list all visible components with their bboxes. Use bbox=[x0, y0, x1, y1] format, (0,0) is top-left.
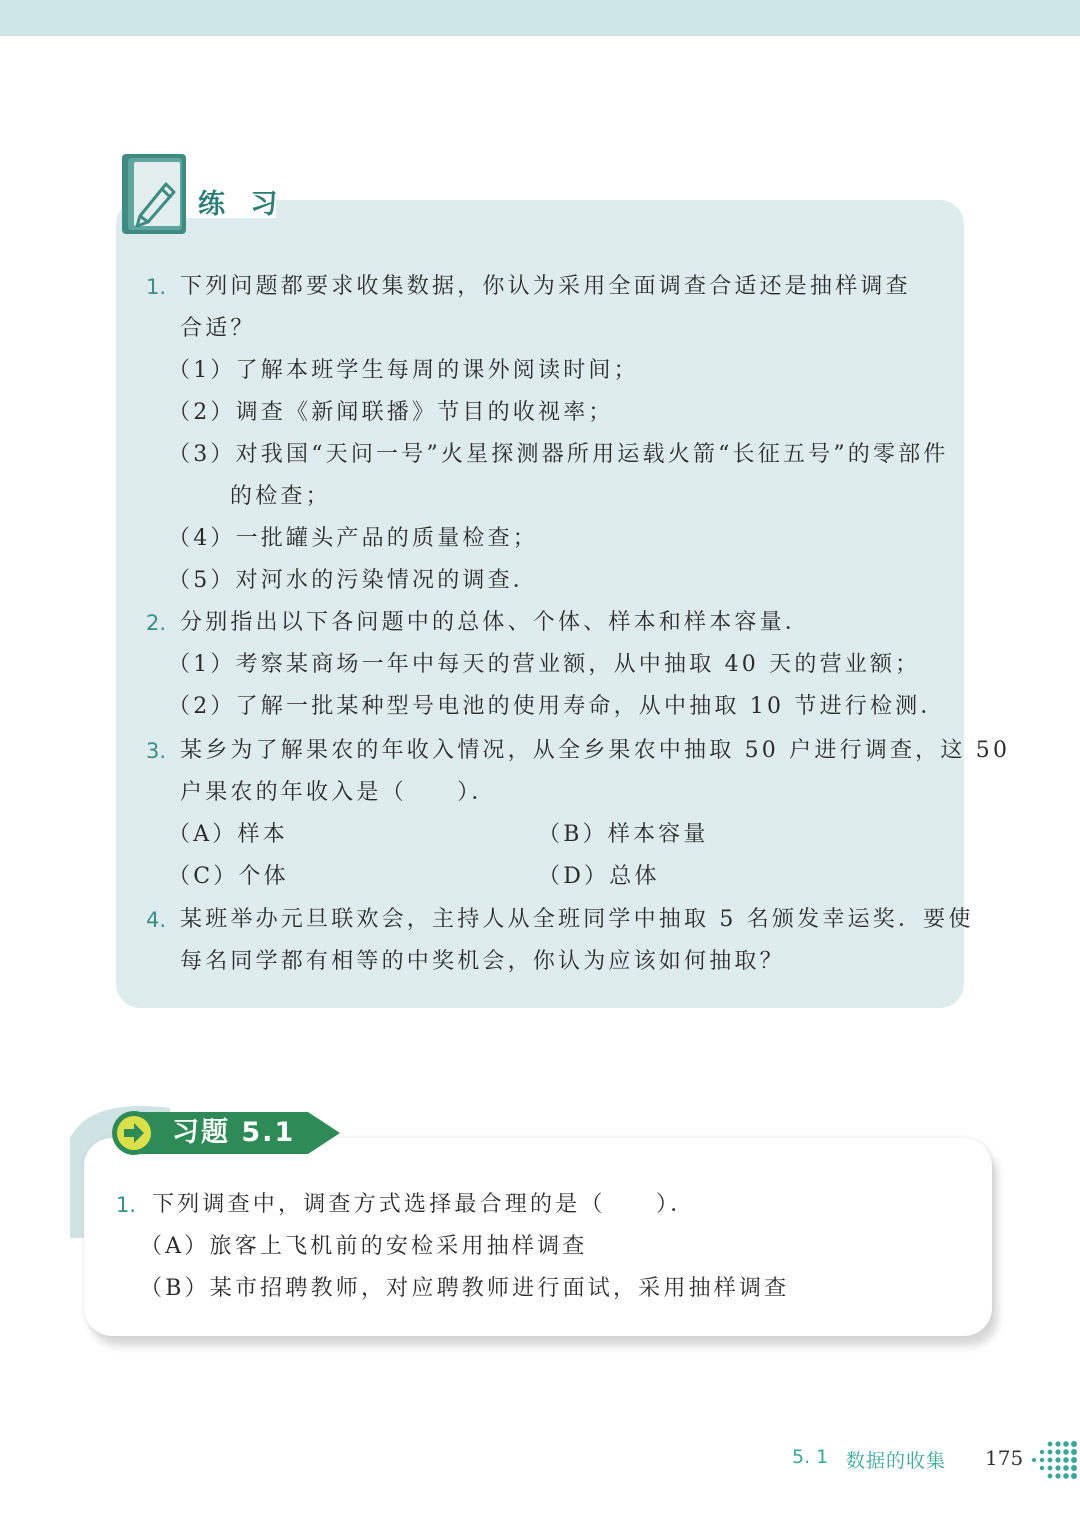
exercise-title: 习题 5.1 bbox=[172, 1117, 296, 1148]
choice-option: （A）样本 bbox=[168, 822, 288, 847]
question-item: （2）调查《新闻联播》节目的收视率； bbox=[168, 400, 614, 425]
practice-title: 练 习 bbox=[198, 189, 286, 220]
question-text: 每名同学都有相等的中奖机会，你认为应该如何抽取？ bbox=[180, 949, 785, 974]
question-text: 某乡为了解果农的年收入情况，从全乡果农中抽取 50 户进行调查，这 50 bbox=[180, 738, 1011, 763]
page-number: 175 bbox=[985, 1446, 1024, 1470]
top-color-band bbox=[0, 0, 1080, 36]
footer-chapter-title: 数据的收集 bbox=[846, 1450, 947, 1472]
question-number: 1. bbox=[116, 1193, 137, 1217]
question-text: 下列问题都要求收集数据，你认为采用全面调查合适还是抽样调查 bbox=[180, 274, 911, 299]
question-item: （4）一批罐头产品的质量检查； bbox=[168, 526, 538, 551]
question-item: （5）对河水的污染情况的调查． bbox=[168, 568, 538, 593]
choice-option: （D）总体 bbox=[538, 864, 660, 889]
question-item: （1）考察某商场一年中每天的营业额，从中抽取 40 天的营业额； bbox=[168, 652, 921, 677]
footer-section-number: 5. 1 bbox=[792, 1446, 829, 1468]
question-text: 某班举办元旦联欢会，主持人从全班同学中抽取 5 名颁发幸运奖．要使 bbox=[180, 907, 974, 932]
choice-option: （B）某市招聘教师，对应聘教师进行面试，采用抽样调查 bbox=[140, 1276, 790, 1301]
question-text: 分别指出以下各问题中的总体、个体、样本和样本容量． bbox=[180, 610, 811, 635]
question-item: （2）了解一批某种型号电池的使用寿命，从中抽取 10 节进行检测． bbox=[168, 694, 946, 719]
question-item: 的检查； bbox=[230, 484, 331, 509]
question-text: 下列调查中，调查方式选择最合理的是（ ）． bbox=[152, 1192, 696, 1217]
question-number: 2. bbox=[146, 611, 167, 635]
question-number: 4. bbox=[146, 908, 167, 932]
dot-grid-decoration-icon bbox=[1030, 1440, 1078, 1480]
choice-option: （A）旅客上飞机前的安检采用抽样调查 bbox=[140, 1234, 588, 1259]
question-number: 3. bbox=[146, 739, 167, 763]
question-item: （3）对我国“天问一号”火星探测器所用运载火箭“长征五号”的零部件 bbox=[168, 442, 949, 467]
choice-option: （C）个体 bbox=[168, 864, 289, 889]
question-text: 户果农的年收入是（ ）． bbox=[180, 780, 497, 805]
question-number: 1. bbox=[146, 275, 167, 299]
question-text: 合适？ bbox=[180, 316, 256, 341]
question-item: （1）了解本班学生每周的课外阅读时间； bbox=[168, 358, 639, 383]
notebook-pencil-icon bbox=[120, 152, 188, 236]
choice-option: （B）样本容量 bbox=[538, 822, 709, 847]
